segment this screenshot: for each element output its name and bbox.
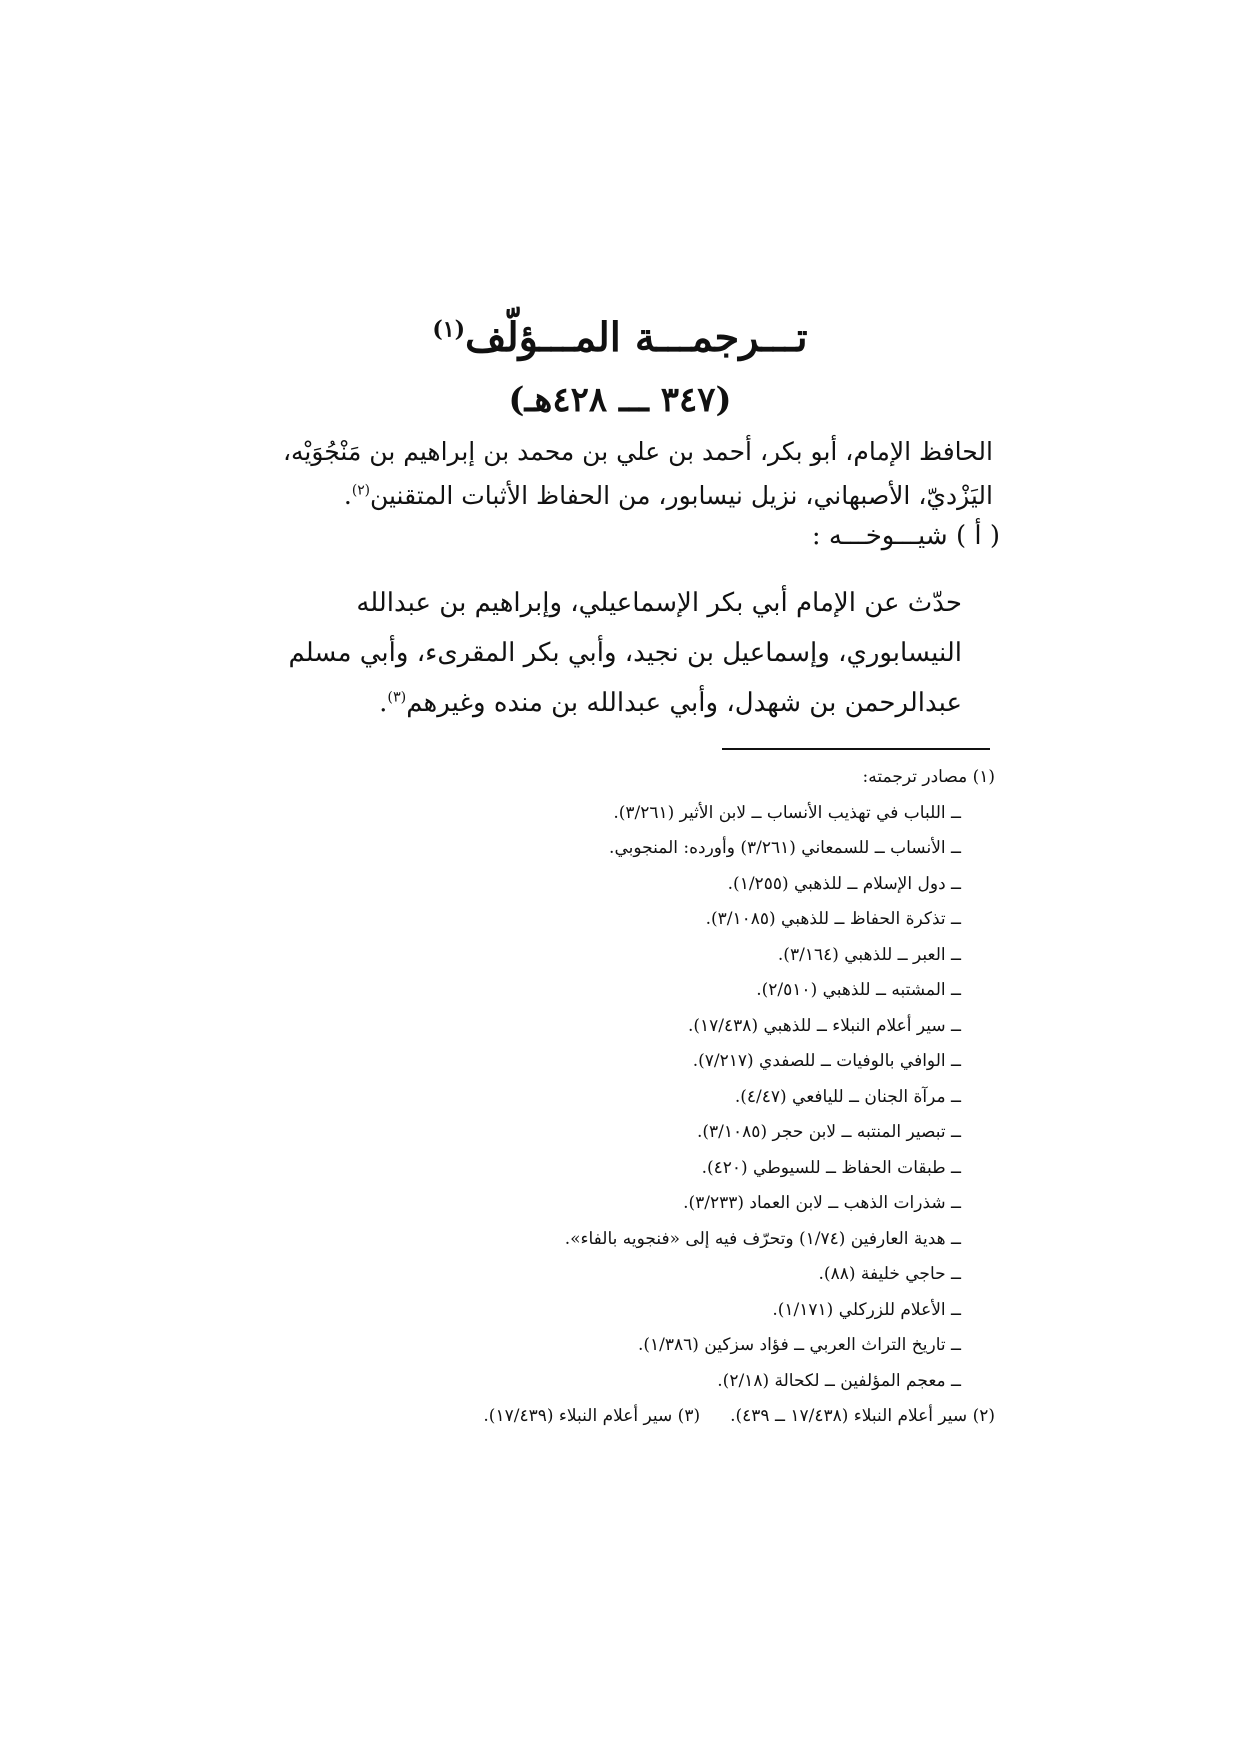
source-item: ــ سير أعلام النبلاء ــ للذهبي (١٧/٤٣٨). [688,1015,961,1036]
author-dates: (٣٤٧ ـــ ٤٢٨هـ) [508,380,732,420]
source-item: ــ تاريخ التراث العربي ــ فؤاد سزكين (١/٣٨٦). [637,1335,961,1355]
teachers-line-3-end: . [379,688,388,718]
intro-footnote-marker: (٢) [351,482,370,499]
teachers-line-3-text: عبدالرحمن بن شهدل، وأبي عبدالله بن منده وغيرهم [406,688,962,718]
source-item: ــ طبقات الحفاظ ــ للسيوطي (٤٢٠). [701,1157,961,1178]
footnote-divider [722,748,990,750]
footnotes-2-3 [235,1399,995,1435]
sources-list [235,796,995,1400]
intro-line-2-text: اليَزْديّ، الأصبهاني، نزيل نيسابور، من الحفاظ الأثبات المتقنين [369,481,993,510]
footnotes [235,760,995,1435]
source-item: ــ شذرات الذهب ــ لابن العماد (٣/٢٣٣). [683,1193,961,1213]
source-item: ــ تبصير المنتبه ــ لابن حجر (٣/١٠٨٥). [697,1122,961,1142]
footnote-1-heading: (١) مصادر ترجمته: [862,767,995,787]
footnote-2: (٢) سير أعلام النبلاء (١٧/٤٣٨ ــ ٤٣٩). [730,1406,995,1426]
title-text: تـــرجمـــة المـــؤلّف [465,314,808,361]
intro-line-2-end: . [343,481,352,510]
intro-paragraph [233,430,993,518]
teachers-line-1: حدّث عن الإمام أبي بكر الإسماعيلي، وإبراهيم بن عبدالله [356,588,962,618]
source-item: ــ الأنساب ــ للسمعاني (٣/٢٦١) وأورده: المنجوبي. [609,838,961,858]
source-item: ــ العبر ــ للذهبي (٣/١٦٤). [777,944,961,965]
page-title [0,308,1240,368]
intro-line-1: الحافظ الإمام، أبو بكر، أحمد بن علي بن محمد بن إبراهيم بن مَنْجُوَيْه، [282,437,993,466]
source-item: ــ معجم المؤلفين ــ لكحالة (٢/١٨). [717,1370,961,1391]
source-item: ــ تذكرة الحفاظ ــ للذهبي (٣/١٠٨٥). [705,909,961,929]
source-item: ــ هدية العارفين (١/٧٤) وتحرّف فيه إلى «فنجويه بالفاء». [564,1228,961,1249]
section-heading-teachers: ( أ ) شيـــوخـــه : [811,521,1000,551]
teachers-line-2: النيسابوري، وإسماعيل بن نجيد، وأبي بكر المقرىء، وأبي مسلم [288,638,962,668]
source-item: ــ الأعلام للزركلي (١/١٧١). [772,1299,961,1320]
source-item: ــ دول الإسلام ــ للذهبي (١/٢٥٥). [727,873,961,894]
source-item: ــ مرآة الجنان ــ لليافعي (٤/٤٧). [734,1086,961,1107]
footnote-3: (٣) سير أعلام النبلاء (١٧/٤٣٩). [483,1406,701,1426]
source-item: ــ اللباب في تهذيب الأنساب ــ لابن الأثير (٣/٢٦١). [613,802,961,823]
teachers-footnote-marker: (٣) [387,689,407,706]
source-item: ــ المشتبه ــ للذهبي (٢/٥١٠). [756,980,961,1000]
intro-line-2 [233,474,993,518]
source-item: ــ حاجي خليفة (٨٨). [818,1264,961,1284]
teachers-line-3 [272,678,962,728]
source-item: ــ الوافي بالوفيات ــ للصفدي (٧/٢١٧). [692,1051,961,1071]
title-footnote-marker: (١) [432,316,466,343]
teachers-paragraph [272,578,962,728]
